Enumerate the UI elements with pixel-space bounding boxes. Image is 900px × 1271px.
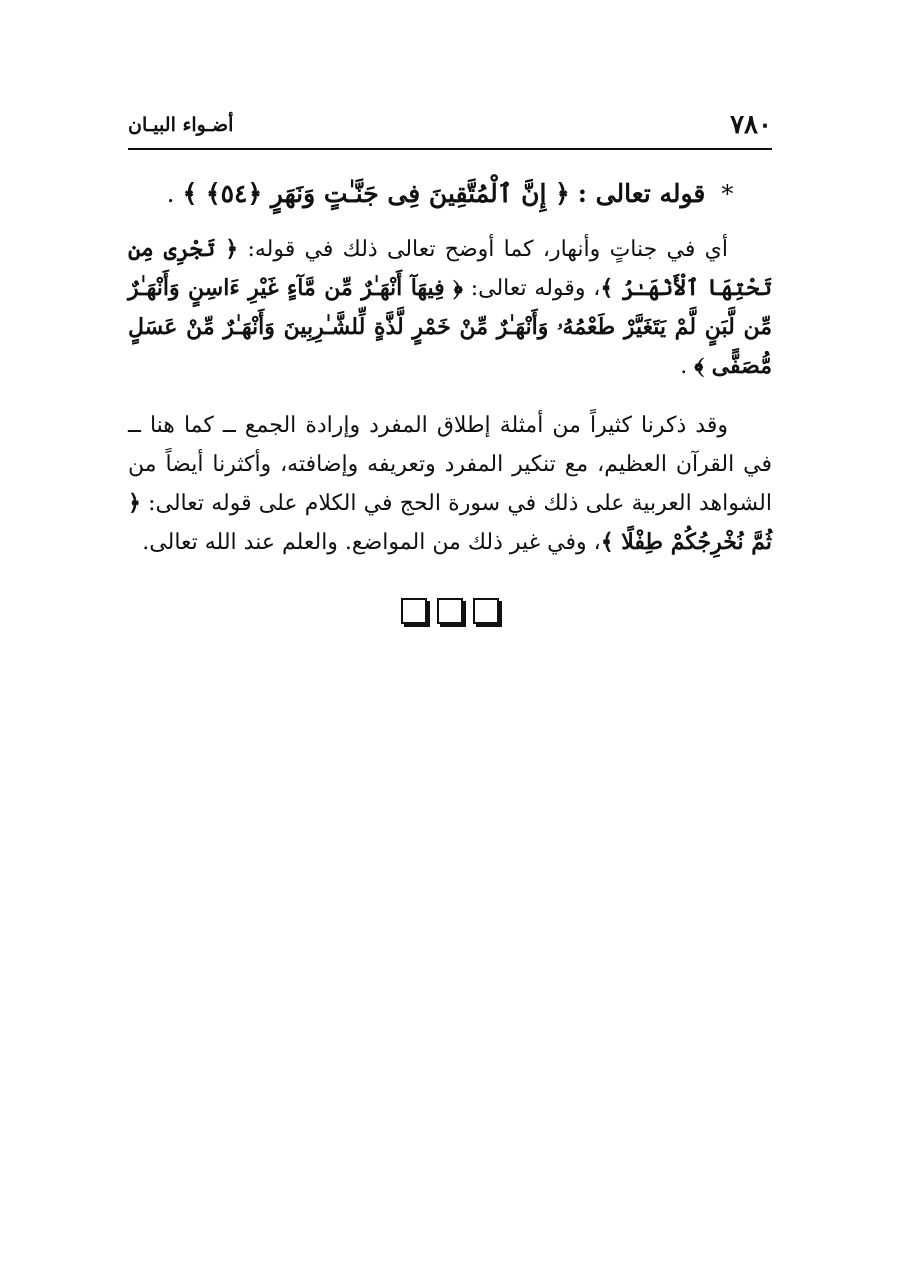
paragraph-2-verse-a: ﴿ ثُمَّ نُخْرِجُكُمْ طِفْلًا ﴾ xyxy=(128,490,772,555)
running-header xyxy=(128,108,772,150)
square-icon xyxy=(473,598,499,624)
paragraph-1-end: . xyxy=(680,354,688,379)
square-icon xyxy=(437,598,463,624)
paragraph-2-text-a: وقد ذكرنا كثيراً من أمثلة إطلاق المفرد وإرادة الجمع ــ كما هنا ــ في القرآن العظيم، مع تنكير المفرد وتعريفه وإضافته، وأكثرنا أيضاً من الشواهد العربية على ذلك في سورة الحج في الكلام على قوله تعالى: xyxy=(128,413,772,516)
paragraph-1-verse-b: ﴿ فِيهَآ أَنْهَـٰرٌ مِّن مَّآءٍ غَيْرِ ءَاسِنٍ وَأَنْهَـٰرٌ مِّن لَّبَنٍ لَّمْ يَتَغَيَّرْ طَعْمُهُۥ وَأَنْهَـٰرٌ مِّنْ خَمْرٍ لَّذَّةٍ لِّلشَّـٰرِبِينَ وَأَنْهَـٰرٌ مِّنْ عَسَلٍ مُّصَفًّى ﴾ xyxy=(128,275,772,379)
book-title: أضـواء البيـان xyxy=(128,114,234,136)
heading-verse: ﴿ إِنَّ ٱلْمُتَّقِينَ فِى جَنَّـٰتٍ وَنَهَرٍ ﴿٥٤﴾ ﴾ xyxy=(182,179,570,208)
paragraph-1-verse-a: ﴿ تَجْرِى مِن تَحْتِهَا ٱلْأَنْهَـٰرُ ﴾ xyxy=(128,236,773,301)
section-heading xyxy=(128,172,772,216)
heading-end: . xyxy=(166,179,175,208)
paragraph-1-text-b: ، وقوله تعالى: xyxy=(470,276,601,301)
paragraph-1 xyxy=(128,230,772,386)
book-page xyxy=(128,108,772,624)
paragraph-2 xyxy=(128,406,772,562)
square-icon xyxy=(401,598,427,624)
end-marks-icon xyxy=(128,598,772,624)
heading-lead: قوله تعالى : xyxy=(577,179,706,208)
page-number: ٧٨٠ xyxy=(730,110,772,140)
asterisk-icon: * xyxy=(721,180,734,208)
paragraph-1-text-a: أي في جناتٍ وأنهار، كما أوضح تعالى ذلك في قوله: xyxy=(247,237,728,262)
paragraph-2-text-b: ، وفي غير ذلك من المواضع. والعلم عند الله تعالى. xyxy=(142,530,601,555)
